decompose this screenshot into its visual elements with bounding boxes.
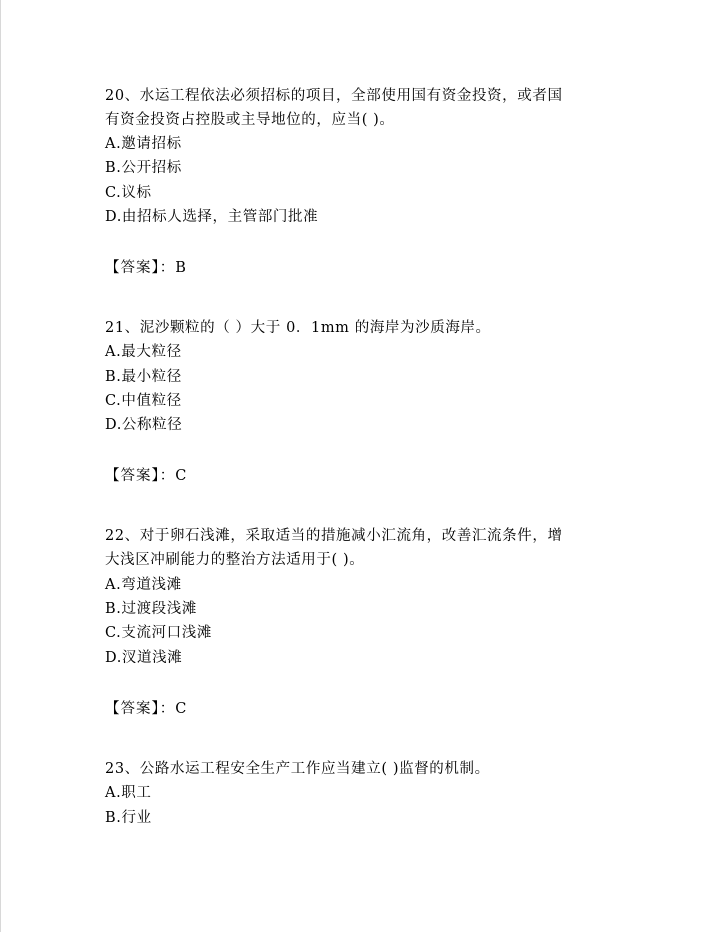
q22-stem-line-1: 22、对于卵石浅滩，采取适当的措施减小汇流角，改善汇流条件，增 bbox=[105, 528, 563, 544]
q20-stem-line-1: 20、水运工程依法必须招标的项目，全部使用国有资金投资，或者国 bbox=[105, 88, 563, 104]
q21-option-a: A.最大粒径 bbox=[105, 344, 182, 360]
q21-option-c: C.中值粒径 bbox=[105, 393, 182, 409]
q21-answer: 【答案】：C bbox=[105, 468, 188, 484]
q22-option-c: C.支流河口浅滩 bbox=[105, 625, 212, 641]
q22-option-d: D.汊道浅滩 bbox=[105, 650, 183, 666]
q22-option-b: B.过渡段浅滩 bbox=[105, 601, 197, 617]
q22-stem-line-2: 大浅区冲刷能力的整治方法适用于( )。 bbox=[105, 552, 365, 568]
q21-stem-line-1: 21、泥沙颗粒的（ ）大于 0．1mm 的海岸为沙质海岸。 bbox=[105, 320, 491, 336]
q23-option-a: A.职工 bbox=[105, 785, 152, 801]
q22-answer: 【答案】：C bbox=[105, 701, 188, 717]
q23-option-b: B.行业 bbox=[105, 810, 152, 826]
q20-option-d: D.由招标人选择，主管部门批准 bbox=[105, 209, 319, 225]
q22-option-a: A.弯道浅滩 bbox=[105, 577, 182, 593]
q20-answer: 【答案】：B bbox=[105, 260, 187, 276]
q20-option-a: A.邀请招标 bbox=[105, 136, 182, 152]
q20-stem-line-2: 有资金投资占控股或主导地位的，应当( )。 bbox=[105, 112, 395, 128]
q21-option-d: D.公称粒径 bbox=[105, 417, 183, 433]
q21-option-b: B.最小粒径 bbox=[105, 369, 182, 385]
q23-stem-line-1: 23、公路水运工程安全生产工作应当建立( )监督的机制。 bbox=[105, 761, 490, 777]
q20-option-c: C.议标 bbox=[105, 185, 152, 201]
q20-option-b: B.公开招标 bbox=[105, 160, 182, 176]
